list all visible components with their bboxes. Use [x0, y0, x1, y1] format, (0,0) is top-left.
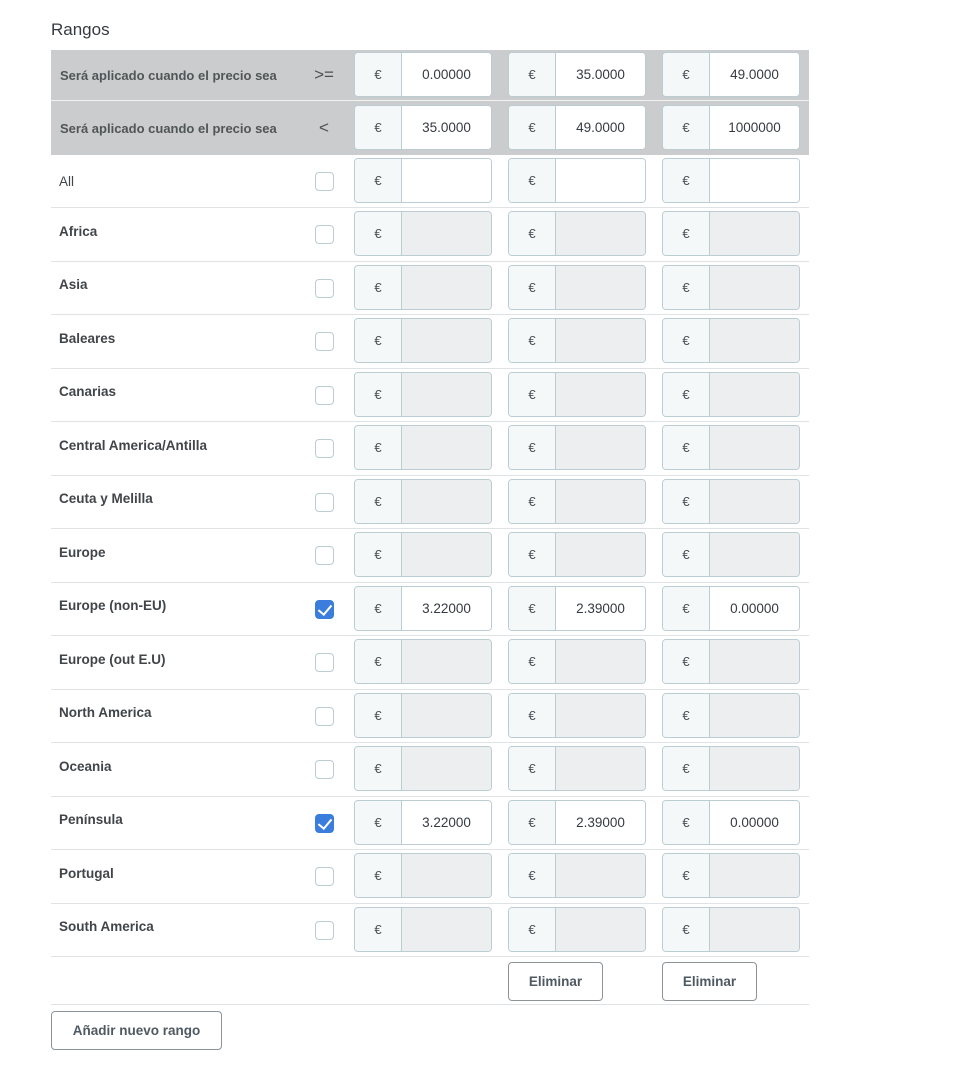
currency-addon: €: [355, 854, 402, 897]
currency-addon: €: [509, 373, 556, 416]
price-input-group: [354, 105, 492, 150]
currency-addon: €: [509, 854, 556, 897]
price-input-group: [508, 479, 646, 524]
price-input[interactable]: [556, 747, 645, 790]
currency-addon: €: [663, 212, 710, 255]
price-input-group: [508, 105, 646, 150]
zone-label: Africa: [59, 223, 98, 239]
currency-addon: €: [509, 212, 556, 255]
price-input[interactable]: [556, 159, 645, 202]
zone-label: South America: [59, 919, 154, 935]
price-input-group: [508, 693, 646, 738]
zone-checkbox[interactable]: [315, 332, 334, 351]
price-input[interactable]: [402, 426, 491, 469]
price-input[interactable]: [556, 533, 645, 576]
price-input-group: [662, 907, 800, 952]
price-input-group: [662, 479, 800, 524]
price-input[interactable]: [402, 587, 491, 630]
currency-addon: €: [355, 480, 402, 523]
price-input[interactable]: [402, 266, 491, 309]
currency-addon: €: [663, 159, 710, 202]
price-input-group: [354, 639, 492, 684]
price-input[interactable]: [556, 53, 645, 96]
price-input[interactable]: [710, 694, 799, 737]
zone-checkbox[interactable]: [315, 386, 334, 405]
currency-addon: €: [663, 106, 710, 149]
price-input[interactable]: [402, 854, 491, 897]
price-input-group: [354, 211, 492, 256]
price-input-group: [354, 52, 492, 97]
currency-addon: €: [663, 694, 710, 737]
price-input[interactable]: [556, 212, 645, 255]
price-input[interactable]: [710, 480, 799, 523]
currency-addon: €: [509, 319, 556, 362]
zone-checkbox[interactable]: [315, 279, 334, 298]
currency-addon: €: [509, 533, 556, 576]
range-from-row: [51, 50, 809, 101]
currency-addon: €: [509, 426, 556, 469]
price-input[interactable]: [556, 801, 645, 844]
zone-checkbox[interactable]: [315, 546, 334, 565]
zone-label: Europe (non-EU): [59, 598, 167, 614]
zone-row: [51, 850, 809, 904]
currency-addon: €: [509, 159, 556, 202]
currency-addon: €: [355, 319, 402, 362]
zone-row: [51, 743, 809, 797]
zone-label: Oceania: [59, 758, 112, 774]
price-input[interactable]: [710, 106, 799, 149]
zone-checkbox[interactable]: [315, 172, 334, 191]
price-input[interactable]: [710, 266, 799, 309]
delete-range-button[interactable]: Eliminar: [508, 962, 603, 1001]
currency-addon: €: [355, 694, 402, 737]
zone-row: [51, 636, 809, 690]
currency-addon: €: [355, 587, 402, 630]
zone-label: Ceuta y Melilla: [59, 491, 153, 507]
currency-addon: €: [663, 533, 710, 576]
zone-row: [51, 155, 809, 208]
price-input[interactable]: [710, 319, 799, 362]
ranges-table: [51, 50, 809, 1005]
zone-row: [51, 422, 809, 476]
price-input-group: [662, 211, 800, 256]
price-input-group: [354, 907, 492, 952]
zone-label: Península: [59, 812, 123, 828]
range-from-label: Será aplicado cuando el precio sea: [60, 67, 277, 83]
currency-addon: €: [355, 908, 402, 951]
currency-addon: €: [355, 266, 402, 309]
price-input-group: [354, 586, 492, 631]
price-input[interactable]: [402, 53, 491, 96]
price-input[interactable]: [556, 106, 645, 149]
price-input-group: [662, 639, 800, 684]
price-input-group: [508, 532, 646, 577]
price-input[interactable]: [402, 694, 491, 737]
price-input-group: [662, 372, 800, 417]
price-input[interactable]: [402, 212, 491, 255]
currency-addon: €: [663, 426, 710, 469]
zone-row: [51, 262, 809, 316]
price-input[interactable]: [556, 640, 645, 683]
zone-label: Canarias: [59, 384, 117, 400]
zone-label: North America: [59, 705, 152, 721]
price-input[interactable]: [556, 854, 645, 897]
currency-addon: €: [509, 480, 556, 523]
zone-label: All: [59, 173, 75, 189]
price-input-group: [508, 746, 646, 791]
price-input[interactable]: [710, 533, 799, 576]
currency-addon: €: [355, 53, 402, 96]
zone-label: Baleares: [59, 330, 116, 346]
price-input[interactable]: [710, 53, 799, 96]
currency-addon: €: [509, 587, 556, 630]
currency-addon: €: [663, 587, 710, 630]
zone-row: [51, 208, 809, 262]
range-actions-row: [51, 957, 809, 1005]
zone-label: Central America/Antilla: [59, 437, 208, 453]
currency-addon: €: [663, 801, 710, 844]
price-input-group: [662, 318, 800, 363]
currency-addon: €: [355, 747, 402, 790]
price-input-group: [354, 372, 492, 417]
currency-addon: €: [509, 106, 556, 149]
price-input-group: [508, 52, 646, 97]
price-input-group: [662, 425, 800, 470]
price-input[interactable]: [710, 801, 799, 844]
zone-checkbox[interactable]: [315, 814, 334, 833]
currency-addon: €: [355, 426, 402, 469]
zone-label: Asia: [59, 277, 88, 293]
currency-addon: €: [355, 106, 402, 149]
zone-row: [51, 476, 809, 530]
price-input[interactable]: [402, 801, 491, 844]
price-input[interactable]: [402, 640, 491, 683]
currency-addon: €: [509, 266, 556, 309]
currency-addon: €: [355, 533, 402, 576]
price-input-group: [508, 853, 646, 898]
zone-row: [51, 529, 809, 583]
price-input[interactable]: [710, 212, 799, 255]
price-input-group: [508, 372, 646, 417]
range-to-operator: <: [319, 118, 329, 137]
section-title: Rangos: [51, 20, 110, 39]
delete-range-button[interactable]: Eliminar: [662, 962, 757, 1001]
zone-label: Europe: [59, 544, 106, 560]
price-input[interactable]: [402, 747, 491, 790]
price-input-group: [354, 853, 492, 898]
price-input[interactable]: [556, 426, 645, 469]
price-input-group: [662, 800, 800, 845]
price-input-group: [354, 265, 492, 310]
zone-label: Europe (out E.U): [59, 651, 166, 667]
zone-checkbox[interactable]: [315, 493, 334, 512]
price-input-group: [662, 693, 800, 738]
currency-addon: €: [355, 159, 402, 202]
price-input-group: [508, 800, 646, 845]
currency-addon: €: [509, 53, 556, 96]
price-input-group: [662, 746, 800, 791]
price-input[interactable]: [402, 319, 491, 362]
currency-addon: €: [663, 908, 710, 951]
price-input-group: [662, 52, 800, 97]
price-input[interactable]: [402, 533, 491, 576]
price-input[interactable]: [710, 747, 799, 790]
price-input[interactable]: [556, 373, 645, 416]
zone-checkbox[interactable]: [315, 760, 334, 779]
price-input[interactable]: [556, 908, 645, 951]
price-input[interactable]: [556, 266, 645, 309]
zone-checkbox[interactable]: [315, 921, 334, 940]
zone-row: [51, 369, 809, 423]
currency-addon: €: [355, 801, 402, 844]
currency-addon: €: [663, 480, 710, 523]
currency-addon: €: [355, 640, 402, 683]
currency-addon: €: [509, 640, 556, 683]
zone-checkbox[interactable]: [315, 439, 334, 458]
price-input-group: [508, 586, 646, 631]
range-from-operator: >=: [314, 65, 334, 84]
price-input-group: [662, 532, 800, 577]
price-input[interactable]: [710, 373, 799, 416]
price-input[interactable]: [710, 159, 799, 202]
price-input-group: [354, 479, 492, 524]
price-input-group: [662, 586, 800, 631]
price-input-group: [508, 639, 646, 684]
price-input-group: [662, 105, 800, 150]
currency-addon: €: [509, 694, 556, 737]
price-input[interactable]: [556, 587, 645, 630]
range-to-row: [51, 101, 809, 155]
zone-checkbox[interactable]: [315, 653, 334, 672]
add-range-button[interactable]: Añadir nuevo rango: [51, 1011, 222, 1050]
price-input[interactable]: [710, 587, 799, 630]
currency-addon: €: [663, 747, 710, 790]
zone-row: [51, 797, 809, 851]
zone-checkbox[interactable]: [315, 225, 334, 244]
range-to-label: Será aplicado cuando el precio sea: [60, 120, 277, 136]
price-input-group: [662, 853, 800, 898]
price-input-group: [354, 318, 492, 363]
price-input-group: [508, 907, 646, 952]
currency-addon: €: [355, 373, 402, 416]
currency-addon: €: [509, 908, 556, 951]
price-input-group: [508, 265, 646, 310]
currency-addon: €: [509, 747, 556, 790]
currency-addon: €: [509, 801, 556, 844]
price-input[interactable]: [710, 854, 799, 897]
zone-row: [51, 904, 809, 958]
price-input[interactable]: [710, 908, 799, 951]
price-input[interactable]: [402, 373, 491, 416]
price-input-group: [354, 532, 492, 577]
price-input-group: [354, 693, 492, 738]
zone-row: [51, 690, 809, 744]
zone-checkbox[interactable]: [315, 867, 334, 886]
price-input-group: [508, 211, 646, 256]
price-input-group: [662, 158, 800, 203]
price-input-group: [508, 318, 646, 363]
price-input[interactable]: [710, 426, 799, 469]
price-input-group: [508, 425, 646, 470]
price-input-group: [354, 425, 492, 470]
price-input-group: [508, 158, 646, 203]
price-input[interactable]: [556, 694, 645, 737]
zone-row: [51, 315, 809, 369]
zone-checkbox[interactable]: [315, 600, 334, 619]
currency-addon: €: [355, 212, 402, 255]
price-input-group: [662, 265, 800, 310]
price-input[interactable]: [402, 106, 491, 149]
price-input[interactable]: [556, 319, 645, 362]
zone-checkbox[interactable]: [315, 707, 334, 726]
price-input[interactable]: [402, 159, 491, 202]
currency-addon: €: [663, 640, 710, 683]
zone-label: Portugal: [59, 865, 114, 881]
price-input[interactable]: [556, 480, 645, 523]
price-input[interactable]: [402, 908, 491, 951]
zone-row: [51, 583, 809, 637]
price-input-group: [354, 746, 492, 791]
price-input-group: [354, 800, 492, 845]
price-input-group: [354, 158, 492, 203]
currency-addon: €: [663, 319, 710, 362]
currency-addon: €: [663, 854, 710, 897]
price-input[interactable]: [402, 480, 491, 523]
currency-addon: €: [663, 53, 710, 96]
price-input[interactable]: [710, 640, 799, 683]
currency-addon: €: [663, 373, 710, 416]
currency-addon: €: [663, 266, 710, 309]
